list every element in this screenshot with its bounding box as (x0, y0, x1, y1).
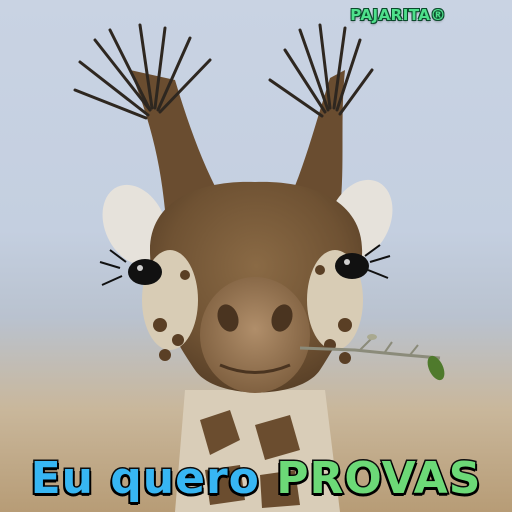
caption (0, 453, 512, 504)
right-horn-tuft (270, 25, 372, 116)
watermark-logo: PAJARITA® (350, 6, 446, 24)
caption-word-first: Eu quero (30, 453, 260, 504)
caption-word-second: PROVAS (276, 453, 482, 504)
muzzle (200, 277, 310, 393)
left-horn-tuft (75, 25, 210, 118)
